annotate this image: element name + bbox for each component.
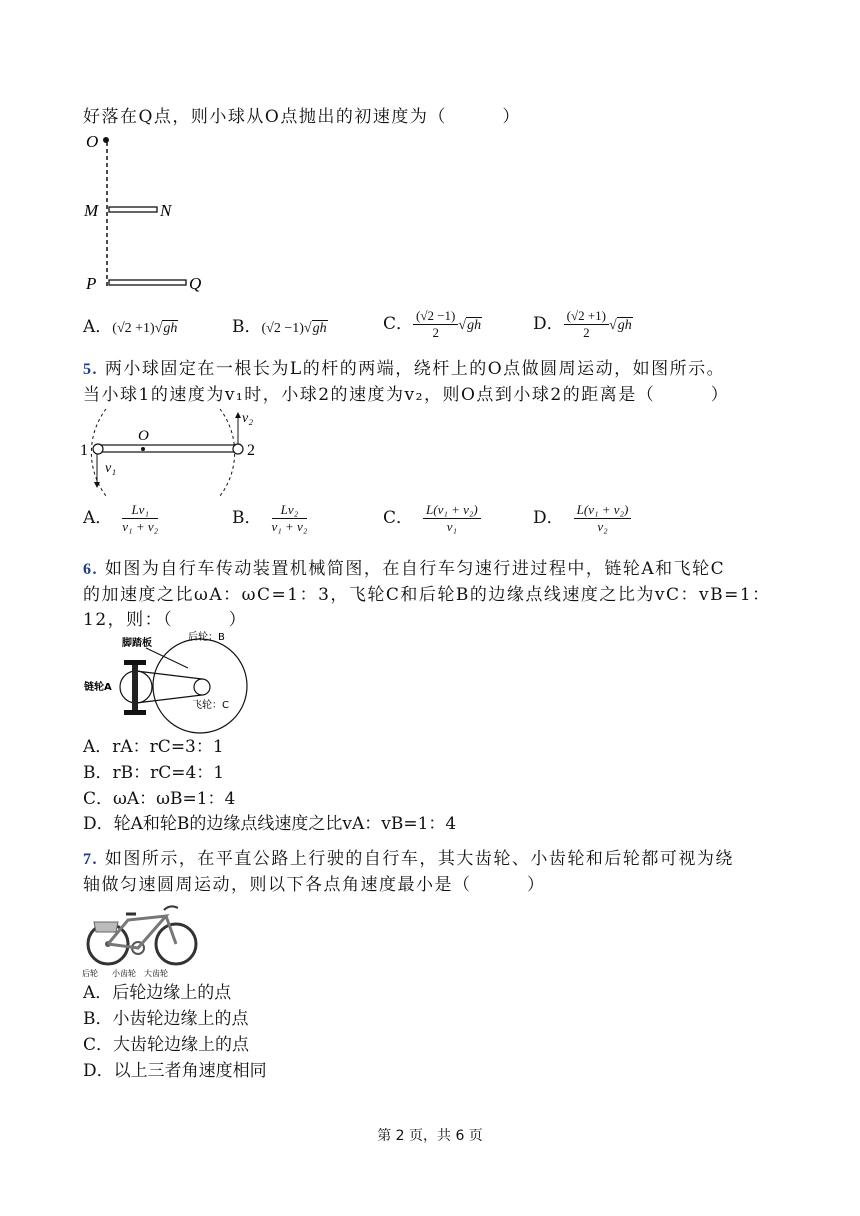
pedal-pointer bbox=[146, 648, 188, 668]
label-o: O bbox=[86, 132, 99, 151]
label-p: P bbox=[86, 274, 97, 293]
plate-pq bbox=[109, 280, 186, 285]
q6-stem-line3: 12，则：（ ） bbox=[83, 610, 248, 630]
label-small-gear: 小齿轮 bbox=[112, 969, 136, 978]
ball-2 bbox=[233, 444, 243, 454]
q6-stem-line1: 6. 如图为自行车传动装置机械简图，在自行车匀速行进过程中，链轮A和飞轮C bbox=[83, 559, 726, 579]
pedal-bottom bbox=[124, 710, 146, 715]
ball-1 bbox=[93, 444, 103, 454]
q6-figure bbox=[80, 630, 255, 735]
rod bbox=[100, 445, 236, 452]
q5-figure bbox=[78, 404, 268, 499]
point-o bbox=[103, 137, 109, 143]
q7-stem-line2: 轴做匀速圆周运动，则以下各点角速度最小是（ ） bbox=[83, 875, 546, 895]
pedal-top bbox=[124, 660, 146, 665]
q4-option-b: B．(√2 −1)√gh bbox=[232, 317, 327, 337]
label-flywheel-c: 飞轮：C bbox=[192, 700, 229, 711]
q5-stem-line1: 5. 两小球固定在一根长为L的杆的两端，绕杆上的O点做圆周运动，如图所示。 bbox=[83, 359, 726, 379]
q7-stem-line1: 7. 如图所示，在平直公路上行驶的自行车，其大齿轮、小齿轮和后轮都可视为绕 bbox=[83, 849, 734, 869]
q7-option-a: A．后轮边缘上的点 bbox=[83, 983, 232, 1003]
q6-option-b: B．rB：rC=4：1 bbox=[83, 763, 225, 783]
label-pedal: 脚踏板 bbox=[122, 638, 152, 649]
q6-stem-line2: 的加速度之比ωA：ωC=1：3，飞轮C和后轮B的边缘点线速度之比为vC：vB=1： bbox=[83, 585, 771, 605]
crank bbox=[132, 664, 138, 710]
q4-option-a: A．(√2 +1)√gh bbox=[83, 317, 178, 337]
label-o: O bbox=[138, 428, 149, 444]
label-big-gear: 大齿轮 bbox=[144, 969, 168, 978]
flywheel-c bbox=[194, 679, 210, 695]
plate-mn bbox=[109, 207, 157, 212]
label-v2: v₂ bbox=[242, 411, 254, 426]
q6-option-d: D．轮A和轮B的边缘点线速度之比vA：vB=1：4 bbox=[83, 814, 457, 834]
label-1: 1 bbox=[80, 442, 88, 459]
label-n: N bbox=[160, 201, 172, 220]
label-rear-b: 后轮：B bbox=[188, 632, 225, 643]
pivot-o bbox=[141, 447, 145, 451]
q5-option-b: B． $\frac{\text{Lv₂}}{\text{v₁ + v₂}}$ bbox=[232, 502, 308, 534]
q5-option-a: A． $\frac{\text{Lv₁}}{\text{v₁ + v₂}}$ bbox=[83, 502, 159, 534]
label-m: M bbox=[84, 201, 99, 220]
page-footer: 第 2 页，共 6 页 bbox=[377, 1128, 483, 1144]
q5-option-c: C． $\frac{\text{L(v₁ + v₂)}}{\text{v₁}}$ bbox=[383, 502, 481, 535]
label-rear: 后轮 bbox=[82, 969, 98, 978]
label-chainwheel-a: 链轮A bbox=[84, 682, 112, 693]
q7-option-c: C．大齿轮边缘上的点 bbox=[83, 1035, 250, 1055]
rear-wheel-b bbox=[153, 639, 247, 733]
q6-number: 6. bbox=[83, 561, 98, 578]
q4-figure bbox=[80, 128, 230, 298]
q7-number: 7. bbox=[83, 851, 98, 868]
q7-option-b: B．小齿轮边缘上的点 bbox=[83, 1009, 249, 1029]
q7-figure bbox=[80, 900, 205, 980]
q7-option-d: D．以上三者角速度相同 bbox=[83, 1061, 267, 1081]
q4-option-c: C． $\frac{(√2 -1)}{2}$ √gh bbox=[383, 308, 482, 340]
label-2: 2 bbox=[247, 442, 255, 459]
q6-option-a: A．rA：rC=3：1 bbox=[83, 737, 224, 757]
q4-option-d: D． $\frac{(√2 +1)}{2}$ √gh bbox=[533, 308, 632, 340]
q5-number: 5. bbox=[83, 361, 98, 378]
bike-basket bbox=[94, 922, 118, 932]
q4-stem-end: 好落在Q点，则小球从O点抛出的初速度为（ ） bbox=[83, 107, 521, 127]
label-q: Q bbox=[189, 274, 202, 293]
q5-stem-line2: 当小球1的速度为v₁时，小球2的速度为v₂，则O点到小球2的距离是（ ） bbox=[83, 385, 730, 405]
label-v1: v₁ bbox=[105, 461, 117, 476]
q5-option-d: D． $\frac{\text{L(v₁ + v₂)}}{\text{v₂}}$ bbox=[533, 502, 631, 535]
q6-option-c: C．ωA：ωB=1：4 bbox=[83, 789, 236, 809]
